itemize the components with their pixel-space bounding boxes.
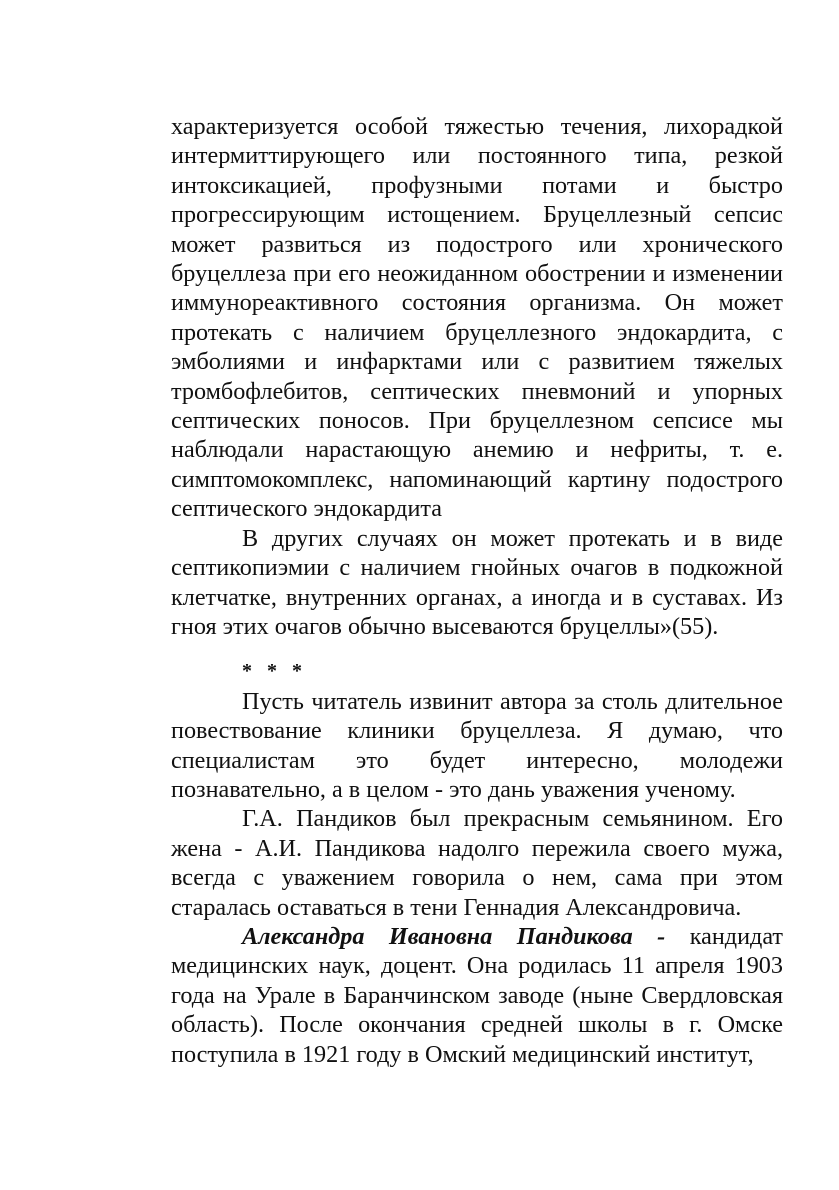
paragraph-author-apology: Пусть читатель извинит автора за столь длительное повествование клиники бруцеллеза. Я думаю, что специалистам это будет интересно, молодежи познавательно, а в целом - это дань уважения ученому.	[171, 687, 783, 803]
section-separator: * * *	[242, 660, 307, 683]
page-body	[171, 112, 783, 1069]
paragraph-septicopyemia: В других случаях он может протекать и в виде септикопиэмии с наличием гнойных очагов в подкожной клетчатке, внутренних органах, а иногда и в суставах. Из гноя этих очагов обычно высеваются бруцеллы»(55).	[171, 524, 783, 640]
biography-text: кандидат медицинских наук, доцент. Она родилась 11 апреля 1903 года на Урале в Баранчинском заводе (ныне Свердловская область). После окончания средней школы в г. Омске поступила в 1921 году в Омский медицинский институт,	[171, 922, 783, 1068]
paragraph-biography	[171, 922, 783, 1069]
biography-name: Александра Ивановна Пандикова -	[242, 922, 666, 950]
paragraph-family: Г.А. Пандиков был прекрасным семьянином. Его жена - А.И. Пандикова надолго пережила своего мужа, всегда с уважением говорила о нем, сама при этом старалась оставаться в тени Геннадия Александровича.	[171, 805, 783, 921]
paragraph-sepsis-description: характеризуется особой тяжестью течения, лихорадкой интермиттирующего или постоянного типа, резкой интоксикацией, профузными потами и быстро прогрессирующим истощением. Бруцеллезный сепсис может развиться из подострого или хронического бруцеллеза при его неожиданном обострении и изменении иммунореактивного состояния организма. Он может протекать с наличием бруцеллезного эндокардита, с эмболиями и инфарктами или с развитием тяжелых тромбофлебитов, септических пневмоний и упорных септических поносов. При бруцеллезном сепсисе мы наблюдали нарастающую анемию и нефриты, т. е. симптомокомплекс, напоминающий картину подострого септического эндокардита	[171, 113, 783, 523]
